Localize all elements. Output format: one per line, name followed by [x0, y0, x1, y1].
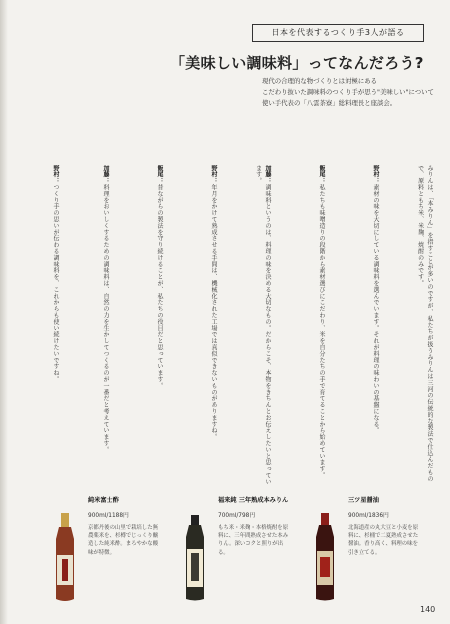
speaker-label: 野村： [372, 165, 379, 185]
body-text: みりんは、「本みりん」を指すことが多いのですが、私たちが扱うみりんは三河の伝統的な製法で仕込んだもので、原料ともち米、米麹、焼酎のみです。 [416, 165, 433, 482]
body-text: 昔ながらの製法を守り続けることが、私たちの役目だと思っています。 [156, 184, 163, 390]
product-info [218, 493, 290, 557]
speaker-label: 加藤： [264, 165, 271, 185]
body-text: 年月をかけて熟成させる手間は、機械化された工場では真似できないものがありますね。 [210, 184, 217, 441]
mirin-bottle-icon [178, 511, 212, 603]
section-tag: 日本を代表するつくり手3人が語る [252, 24, 424, 42]
product-info [348, 493, 420, 557]
body-column [384, 165, 434, 490]
page-spine-shadow [0, 0, 8, 624]
product-price: 900ml/1836円 [348, 513, 389, 519]
page-number: 140 [420, 605, 436, 614]
body-column [330, 165, 380, 490]
product-list [40, 493, 420, 608]
product-item [300, 493, 420, 608]
product-item [170, 493, 290, 608]
soy-sauce-bottle-icon [308, 511, 342, 603]
vinegar-bottle-icon [48, 511, 82, 603]
product-item [40, 493, 160, 608]
body-column [168, 165, 218, 490]
product-description: もち米・米麹・本格焼酎を原料に、三年間熟成させた本みりん。深いコクと照りが出る。 [218, 525, 289, 556]
body-column [114, 165, 164, 490]
speaker-label: 飯尾： [156, 165, 163, 185]
body-column [276, 165, 326, 490]
body-text: 私たちも味噌造りの段階から素材選びにこだわり、米を自分たちの手で育てることから始めています。 [318, 184, 325, 479]
product-name: 純米富士酢 [88, 497, 119, 504]
product-description: 京都丹後の山里で栽培した無農薬米を、杉樽でじっくり醸造した純米酢。まろやかな酸味が特徴。 [88, 525, 159, 556]
product-name: 三ツ星醤油 [348, 497, 379, 504]
speaker-label: 飯尾： [318, 165, 325, 185]
article-title: 「美味しい調味料」ってなんだろう? [170, 54, 424, 72]
body-text: 調味料というのは、料理の味を決める大切なもの。だからこそ、本物をきちんとお伝えしたいと思っています。 [254, 165, 271, 486]
body-column [14, 165, 60, 490]
body-text: 素材の味を大切にしている調味料を選んでいます。それが料理の味わいの基盤になる。 [372, 184, 379, 434]
speaker-label: 野村： [52, 165, 59, 185]
product-info [88, 493, 160, 557]
body-text: 料理をおいしくするための調味料は、自然の力を生かしてつくるのが一番だと考えています。 [102, 184, 109, 454]
product-description: 北海道産の丸大豆と小麦を原料に、杉桶で二夏熟成させた醤油。香り高く、料理の味を引き立てる。 [348, 525, 419, 556]
speaker-label: 加藤： [102, 165, 109, 185]
body-text: つくり手の思いが伝わる調味料を、これからも使い続けたいですね。 [52, 184, 59, 383]
body-column [64, 165, 110, 490]
product-name: 福来純 三年熟成本みりん [218, 497, 289, 504]
speaker-label: 野村： [210, 165, 217, 185]
body-column [222, 165, 272, 490]
product-price: 700ml/798円 [218, 513, 256, 519]
product-price: 900ml/1188円 [88, 513, 129, 519]
article-lead: 現代の合理的な物づくりとは対極にある こだわり抜いた調味料のつくり手が思う"美味しい"について 使い手代表の「八雲茶寮」総料理長と座談会。 [262, 77, 434, 107]
article-body [14, 165, 434, 490]
